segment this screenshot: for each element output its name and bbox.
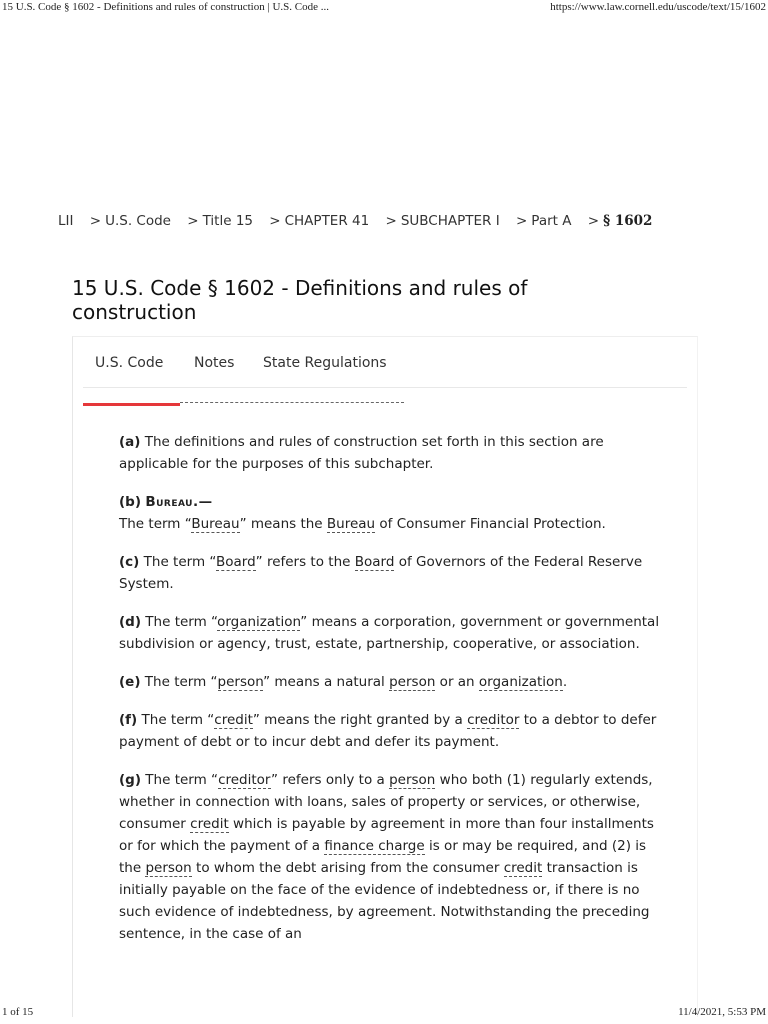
active-tab-indicator	[83, 403, 180, 406]
section-text: which is payable by agreement in more than four installments or for which the payment of a	[119, 816, 654, 854]
section-text: ” means the	[239, 516, 327, 532]
section-text: The definitions and rules of construction set forth in this section are applicable for the purposes of this subchapter.	[119, 434, 604, 472]
definition-link[interactable]: person	[145, 860, 192, 876]
section-f	[119, 709, 664, 753]
section-e	[119, 671, 664, 693]
breadcrumb-current: § 1602	[603, 213, 653, 229]
section-text: The term “	[141, 772, 219, 788]
tab-state-regulations[interactable]: State Regulations	[263, 355, 387, 371]
definition-link[interactable]: credit	[503, 860, 543, 876]
definition-link[interactable]: organization	[478, 674, 563, 690]
tab-bar	[83, 355, 687, 388]
breadcrumb-separator: >	[385, 213, 397, 229]
section-text: of Governors of the Federal Reserve System.	[119, 554, 643, 592]
definition-link[interactable]: creditor	[467, 712, 520, 728]
section-text: to a debtor to defer payment of debt or to incur debt and defer its payment.	[119, 712, 657, 750]
section-text: who both (1) regularly extends, whether in connection with loans, sales of property or services, or otherwise, consumer	[119, 772, 653, 832]
print-header-title: 15 U.S. Code § 1602 - Definitions and rules of construction | U.S. Code ...	[2, 1, 329, 13]
print-header-url: https://www.law.cornell.edu/uscode/text/15/1602	[550, 1, 766, 13]
print-date: 11/4/2021, 5:53 PM	[678, 1006, 766, 1018]
section-c	[119, 551, 664, 595]
breadcrumb-separator: >	[187, 213, 199, 229]
section-number: (g)	[119, 772, 142, 788]
section-b	[119, 491, 664, 535]
definition-link[interactable]: organization	[217, 614, 301, 630]
definition-link[interactable]: creditor	[218, 772, 272, 788]
section-number: (e)	[119, 674, 141, 690]
breadcrumb-separator: >	[89, 213, 102, 229]
statute-text	[119, 431, 664, 961]
section-number: (d)	[119, 614, 142, 630]
breadcrumb-separator: >	[587, 213, 600, 229]
section-number: (c)	[119, 554, 140, 570]
definition-link[interactable]: Bureau	[191, 516, 240, 532]
page-title: 15 U.S. Code § 1602 - Definitions and rules of construction	[72, 276, 528, 324]
section-text: transaction is initially payable on the face of the evidence of indebtedness or, if there is no such evidence of indebtedness, by agreement. Notwithstanding the preceding sentence, in the case of an	[119, 860, 650, 942]
section-text: or an	[435, 674, 479, 690]
section-number: (b)	[119, 494, 142, 510]
breadcrumb-chapter-41[interactable]: CHAPTER 41	[284, 213, 370, 229]
page-number: 1 of 15	[2, 1006, 34, 1018]
section-d	[119, 611, 664, 655]
print-footer	[0, 1004, 768, 1024]
tab-divider	[180, 402, 404, 403]
definition-link[interactable]: finance charge	[324, 838, 425, 854]
breadcrumb-us-code[interactable]: U.S. Code	[105, 213, 171, 229]
breadcrumb-part-a[interactable]: Part A	[531, 213, 572, 229]
section-text: ” refers only to a	[271, 772, 390, 788]
breadcrumb-lii[interactable]: LII	[58, 213, 74, 229]
definition-link[interactable]: person	[389, 772, 436, 788]
section-text: The term “	[139, 554, 216, 570]
definition-link[interactable]: credit	[190, 816, 229, 832]
section-text: ” refers to the	[255, 554, 355, 570]
definition-link[interactable]: Bureau	[326, 516, 376, 532]
definition-link[interactable]: person	[389, 674, 436, 690]
section-text: The term “	[140, 674, 218, 690]
section-a	[119, 431, 664, 475]
breadcrumb	[58, 213, 652, 229]
section-text: ” means the right granted by a	[252, 712, 468, 728]
section-number: (f)	[119, 712, 138, 728]
section-text: The term “	[141, 614, 218, 630]
section-text: ” means a corporation, government or governmental subdivision or agency, trust, estate, partnership, cooperative, or association.	[119, 614, 660, 652]
section-text: The term “	[119, 516, 192, 532]
section-text: is or may be required, and (2) is the	[119, 838, 647, 876]
tab-notes[interactable]: Notes	[194, 355, 235, 371]
breadcrumb-title-15[interactable]: Title 15	[202, 213, 253, 229]
definition-link[interactable]: Board	[354, 554, 395, 570]
section-text: to whom the debt arising from the consumer	[191, 860, 504, 876]
section-text: of Consumer Financial Protection.	[375, 516, 606, 532]
section-heading: Bureau.—	[145, 494, 213, 510]
breadcrumb-subchapter-i[interactable]: SUBCHAPTER I	[400, 213, 500, 229]
tab-us-code[interactable]: U.S. Code	[95, 355, 164, 371]
breadcrumb-separator: >	[515, 213, 528, 229]
section-g	[119, 769, 664, 945]
print-header	[0, 0, 768, 20]
section-text: .	[562, 674, 568, 690]
section-text: ” means a natural	[263, 674, 390, 690]
section-text: The term “	[137, 712, 215, 728]
definition-link[interactable]: Board	[215, 554, 256, 570]
definition-link[interactable]: person	[217, 674, 264, 690]
breadcrumb-separator: >	[269, 213, 281, 229]
section-number: (a)	[119, 434, 141, 450]
definition-link[interactable]: credit	[214, 712, 253, 728]
